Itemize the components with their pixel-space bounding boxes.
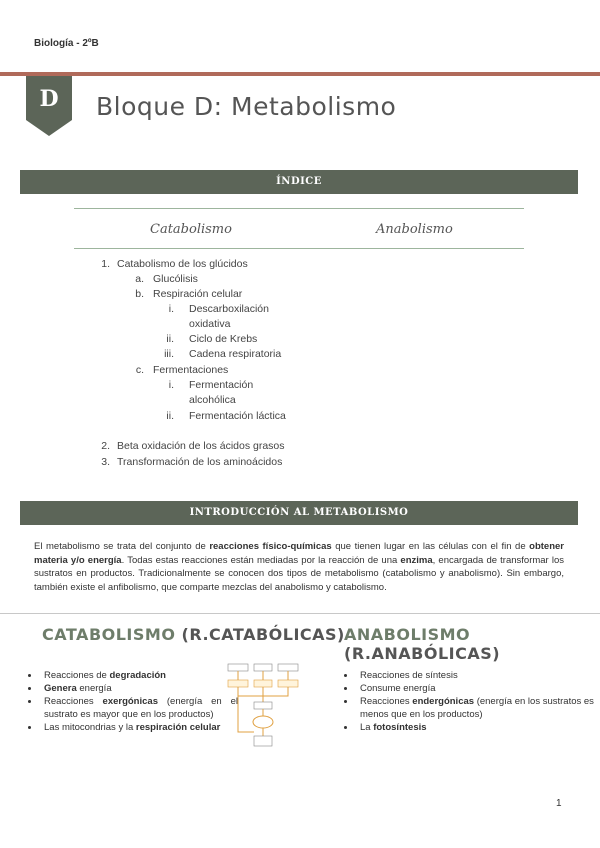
list-item: • Reacciones endergónicas (energía en los sustratos es menos que en los productos) [356, 695, 600, 721]
section-divider [0, 613, 600, 614]
badge-letter: D [39, 86, 59, 112]
list-item: alcohólica [189, 394, 236, 406]
metabolism-diagram-icon [226, 662, 302, 750]
list-item: i. Fermentación [168, 379, 254, 391]
list-item: i. Descarboxilación [168, 303, 269, 315]
page-number: 1 [556, 798, 562, 809]
index-col-catabolismo: Catabolismo [150, 222, 232, 237]
list-item: a. Glucólisis [135, 273, 198, 285]
list-item: 3. Transformación de los aminoácidos [101, 456, 283, 468]
list-item: • Reacciones exergónicas (energía en el sustrato es mayor que en los productos) [40, 695, 238, 721]
list-item: oxidativa [189, 318, 231, 330]
subject-header: Biología - 2ºB [34, 38, 99, 49]
catabolismo-heading: CATABOLISMO (R.CATABÓLICAS) [42, 625, 345, 644]
index-bottom-rule [74, 248, 524, 249]
list-item: • Consume energía [356, 682, 600, 695]
page-title: Bloque D: Metabolismo [96, 92, 397, 121]
intro-banner: INTRODUCCIÓN AL METABOLISMO [20, 501, 578, 525]
intro-paragraph: El metabolismo se trata del conjunto de reacciones físico-químicas que tienen lugar en las células con el fin de obtener materia y/o energía. Todas estas reacciones están mediadas por la reacción de una enzima, encargada de transformar los sustratos en productos. Tradicionalmente se conocen dos tipos de metabolismo (catabolismo y anabolismo). Sin embargo, también existe el anfibolismo, que comparte mezclas del anabolismo y catabolismo. [34, 541, 564, 593]
list-item: • Reacciones de síntesis [356, 669, 600, 682]
list-item: • Reacciones de degradación [40, 669, 238, 682]
list-item: c. Fermentaciones [135, 364, 229, 376]
index-banner: ÍNDICE [20, 170, 578, 194]
list-item: • Las mitocondrias y la respiración celular [40, 721, 238, 734]
list-item: b. Respiración celular [135, 288, 243, 300]
list-item: iii. Cadena respiratoria [164, 348, 282, 360]
anabolismo-heading: ANABOLISMO (R.ANABÓLICAS) [344, 625, 501, 663]
anabolismo-list [338, 669, 600, 734]
index-col-anabolismo: Anabolismo [376, 222, 453, 237]
index-top-rule [74, 208, 524, 209]
top-divider [0, 72, 600, 76]
list-item: ii. Ciclo de Krebs [166, 333, 258, 345]
catabolismo-list [22, 669, 238, 734]
list-item: 1. Catabolismo de los glúcidos [101, 258, 248, 270]
list-item: • La fotosíntesis [356, 721, 600, 734]
list-item: • Genera energía [40, 682, 238, 695]
list-item: ii. Fermentación láctica [166, 410, 286, 422]
list-item: 2. Beta oxidación de los ácidos grasos [101, 440, 285, 452]
